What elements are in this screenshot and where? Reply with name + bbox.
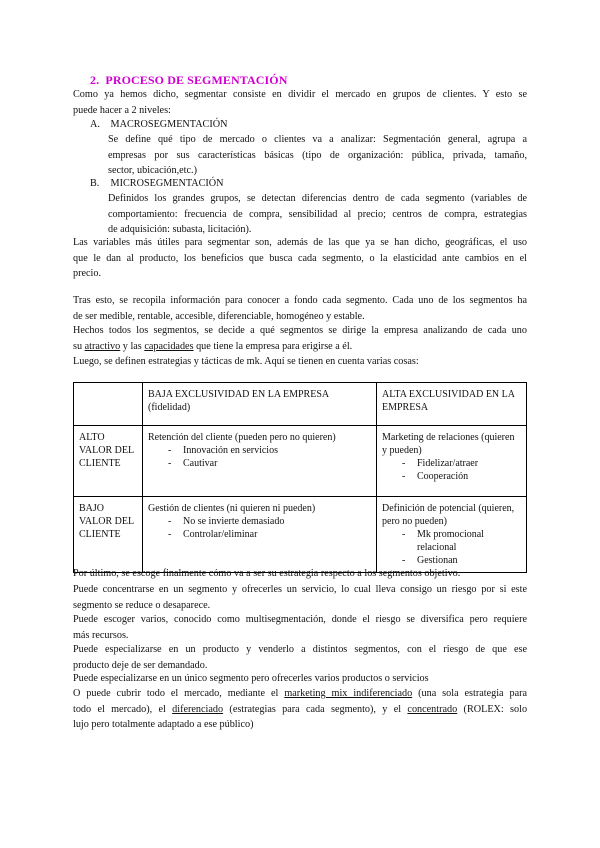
cell-title: Marketing de relaciones (quieren y pueden) — [382, 432, 515, 456]
level-b-title — [90, 176, 224, 191]
cover-mid-1: (una sola estrategia para — [418, 688, 528, 699]
list-item: - Fidelizar/atraer — [402, 457, 521, 470]
level-b-line-2: comportamiento: frecuencia de compra, sensibilidad al precio; centros de compra, estrategias — [108, 208, 527, 220]
decision-line-1: Hechos todos los segmentos, se decide a qué segmentos se dirige la empresa analizando de cada uno — [73, 325, 527, 336]
table-corner-cell — [74, 383, 143, 426]
cell-title: Definición de potencial (quieren, pero no pueden) — [382, 503, 515, 527]
concentrated-term: concentrado — [407, 703, 458, 715]
intro-line-1: Como ya hemos dicho, segmentar consiste en dividir el mercado en grupos de clientes. Y esto se — [73, 89, 527, 100]
section-heading — [90, 73, 288, 88]
attractive-term: atractivo — [84, 340, 121, 352]
header-low-exclusivity — [143, 383, 377, 426]
cell-list — [382, 528, 521, 567]
level-a-name: MACROSEGMENTACIÓN — [110, 119, 228, 130]
list-item: - Innovación en servicios — [168, 444, 371, 457]
research-paragraph — [73, 293, 527, 324]
cover-pre: O puede cubrir todo el mercado, mediante el — [73, 688, 279, 699]
cell-title: Gestión de clientes (ni quieren ni pueden) — [148, 503, 316, 514]
research-line-2: de ser medible, rentable, accesible, diferenciable, homogéneo y estable. — [73, 310, 365, 322]
intro-line-2: puede hacer a 2 niveles: — [73, 104, 171, 116]
section-number: 2. — [90, 73, 100, 87]
final-cover-line-3: lujo pero totalmente adaptado a ese público) — [73, 719, 254, 730]
variables-paragraph — [73, 235, 527, 282]
variables-line-1: Las variables más útiles para segmentar son, además de las que ya se han dicho, geográficas, el uso — [73, 237, 527, 248]
level-a-line-3: sector, ubicación,etc.) — [108, 165, 197, 176]
level-a-line-1: Se define qué tipo de mercado o clientes va a analizar: Segmentación general, agrupa a — [108, 134, 527, 145]
level-a-title — [90, 117, 227, 132]
header-low-sub: (fidelidad) — [148, 402, 191, 413]
research-line-1: Tras esto, se recopila información para conocer a fondo cada segmento. Cada uno de los segmentos ha — [73, 295, 527, 306]
final-multi-segment — [73, 612, 527, 643]
cell-relationship-marketing — [377, 426, 527, 497]
final-last-paragraph: Por último, se escoge finalmente cómo va a ser su estrategia respecto a los segmentos objetivo. — [73, 568, 461, 579]
list-item: - Cautivar — [168, 457, 371, 470]
final-one-line-1: Puede concentrarse en un segmento y ofrecerles un servicio, lo cual lleva consigo un riesgo por si este — [73, 584, 527, 595]
section-title: PROCESO DE SEGMENTACIÓN — [105, 73, 288, 87]
cell-retention — [143, 426, 377, 497]
differentiated-term: diferenciado — [172, 703, 224, 715]
level-b-line-3: de adquisición: subasta, licitación). — [108, 224, 252, 235]
final-cover-market — [73, 686, 527, 733]
list-item: - No se invierte demasiado — [168, 515, 371, 528]
segmentation-table — [73, 382, 527, 573]
level-a-body — [108, 132, 527, 179]
variables-line-3: precio. — [73, 268, 102, 279]
final-spec-line-1: Puede especializarse en un producto y venderlo a distintos segmentos, con el riesgo de que ese — [73, 644, 527, 655]
header-high-exclusivity — [377, 383, 527, 426]
table-header-row — [74, 383, 527, 426]
cell-list — [148, 444, 371, 470]
final-one-segment — [73, 582, 527, 613]
decision-line-2 — [73, 339, 527, 355]
final-cover-line-2 — [73, 702, 527, 718]
capacities-term: capacidades — [144, 340, 194, 352]
final-cover-line-1 — [73, 686, 527, 702]
level-a-line-2: empresas por sus características básicas (tipo de organización: pública, privada, tamaño, — [108, 149, 527, 161]
cell-list — [148, 515, 371, 541]
strategy-intro: Luego, se definen estrategias y tácticas de mk. Aquí se tienen en cuenta varias cosas: — [73, 356, 419, 367]
level-b-body — [108, 191, 527, 238]
final-one-line-2: segmento se reduce o desaparece. — [73, 599, 211, 611]
cover-post: (ROLEX: solo — [463, 703, 528, 715]
cell-client-management — [143, 497, 377, 573]
level-b-letter: B. — [90, 178, 100, 189]
row-label-high-value: ALTO VALOR DEL CLIENTE — [74, 426, 143, 497]
variables-line-2: que le dan al producto, los beneficios que busca cada segmento, o la elasticidad ante cambios en el — [73, 252, 527, 264]
final-spec-line-2: producto deje de ser demandado. — [73, 659, 208, 671]
cover-line2-pre: todo el mercado), el — [73, 703, 166, 715]
final-multi-line-1: Puede escoger varios, conocido como multisegmentación, donde el riesgo se diversifica pero requiere — [73, 614, 527, 625]
final-single-segment: Puede especializarse en un único segmento pero ofrecerles varios productos o servicios — [73, 673, 429, 684]
level-a-letter: A. — [90, 119, 100, 130]
table-row — [74, 497, 527, 573]
decision-mid: y las — [122, 340, 142, 352]
row-label-low-value: BAJO VALOR DEL CLIENTE — [74, 497, 143, 573]
undifferentiated-term: marketing mix indiferenciado — [284, 688, 413, 699]
level-b-name: MICROSEGMENTACIÓN — [110, 178, 224, 189]
cell-title: Retención del cliente (pueden pero no quieren) — [148, 432, 336, 443]
list-item: - Controlar/eliminar — [168, 528, 371, 541]
final-multi-line-2: más recursos. — [73, 629, 129, 641]
header-high-title: ALTA EXCLUSIVIDAD EN LA EMPRESA — [382, 389, 515, 413]
cell-potential-definition — [377, 497, 527, 573]
list-item: - Cooperación — [402, 470, 521, 483]
decision-pre: su — [73, 340, 83, 352]
list-item: - Gestionan — [402, 554, 521, 567]
header-low-title: BAJA EXCLUSIVIDAD EN LA EMPRESA — [148, 389, 330, 400]
cover-mid-2: (estrategias para cada segmento), y el — [229, 703, 402, 715]
cell-list — [382, 457, 521, 483]
final-specialize-product — [73, 642, 527, 673]
list-item: - Mk promocional relacional — [402, 528, 521, 554]
intro-paragraph — [73, 87, 527, 118]
table-row — [74, 426, 527, 497]
level-b-line-1: Definidos los grandes grupos, se detectan diferencias dentro de cada segmento (variables de — [108, 193, 527, 204]
decision-post: que tiene la empresa para erigirse a él. — [196, 340, 353, 352]
decision-paragraph — [73, 323, 527, 354]
